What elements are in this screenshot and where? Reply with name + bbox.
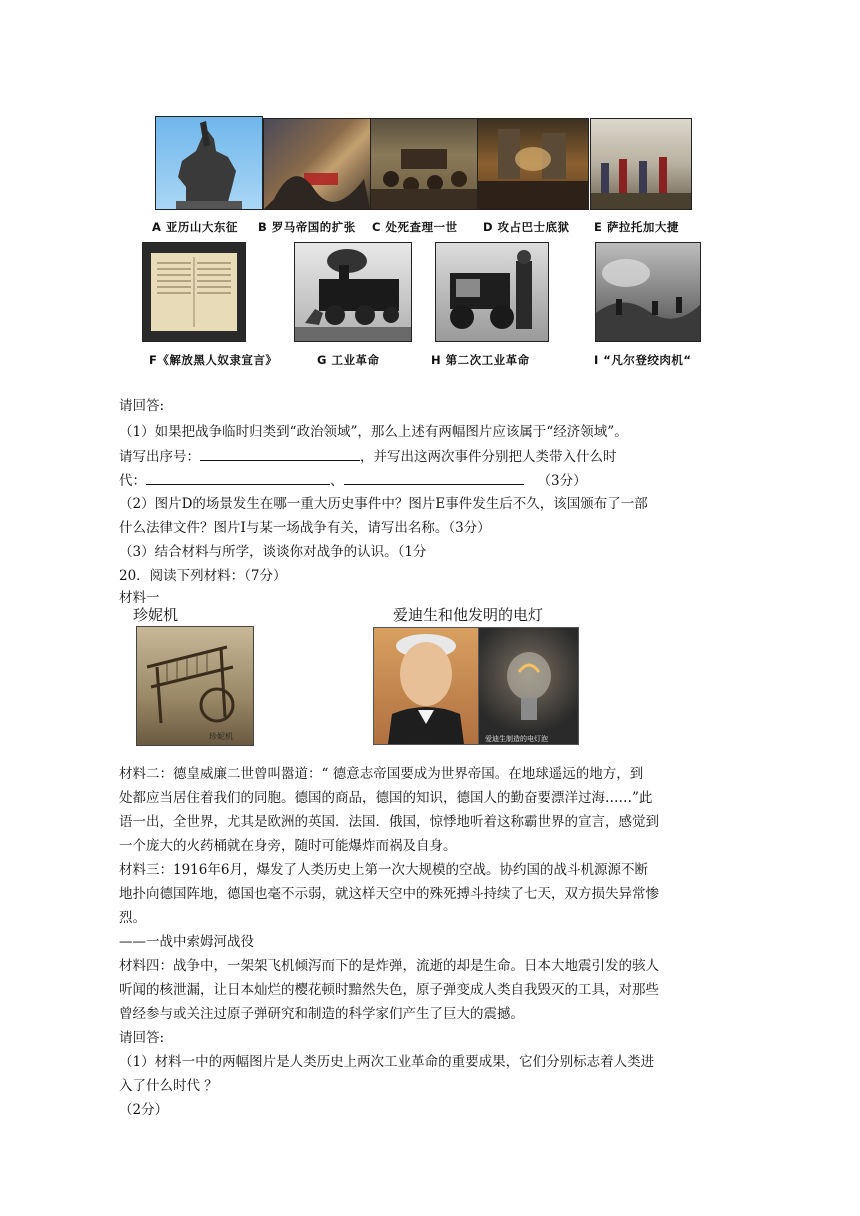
q1-suffix: ，并写出这两次事件分别把人类带入什么时: [360, 449, 617, 465]
verdun-battle-image: [595, 242, 701, 342]
section2-q1-line2: 入了什么时代 ？: [119, 1078, 218, 1094]
bastille-storming-image: [477, 118, 589, 210]
light-bulb-small-caption: 爱迪生制造的电灯泡: [485, 735, 548, 743]
material2-line2: 处都应当居住着我们的同胞。德国的商品，德国的知识，德国人的勤奋要漂洋过海……”此: [119, 790, 653, 806]
section2-prompt: 请回答:: [119, 1030, 165, 1046]
section2-heading: 20．阅读下列材料：（7分）: [119, 568, 287, 584]
q1-era-prefix: 代：: [119, 473, 146, 489]
material2-line3: 语一出，全世界，尤其是欧洲的英国．法国．俄国，惊悸地听着这称霸世界的宣言，感觉到: [119, 814, 659, 830]
spinning-jenny-label: 珍妮机: [133, 606, 179, 624]
charles-execution-image: [370, 118, 478, 210]
q1-line1: （1）如果把战争临时归类到“政治领域”，那么上述有两幅图片应该属于“经济领域”。: [119, 424, 628, 440]
light-bulb-image: [478, 627, 579, 745]
section2-q1-score: （2分）: [119, 1102, 169, 1118]
q1-line3: [119, 470, 587, 491]
section1-prompt: 请回答:: [119, 398, 165, 414]
saratoga-victory-image: [590, 118, 692, 210]
caption-d: D 攻占巴士底狱: [483, 220, 570, 234]
section2-q1-line1: （1）材料一中的两幅图片是人类历史上两次工业革命的重要成果，它们分别标志着人类进: [119, 1054, 655, 1070]
caption-f: F《解放黑人奴隶宣言》: [149, 353, 278, 367]
material2-line4: 一个庞大的火药桶就在身旁，随时可能爆炸而祸及自身。: [119, 838, 457, 854]
material4-line3: 曾经参与或关注过原子弹研究和制造的科学家们产生了巨大的震撼。: [119, 1006, 524, 1022]
answer-blank-sequence[interactable]: [200, 446, 360, 461]
second-industrial-revolution-image: [435, 242, 549, 342]
edison-portrait-image: [373, 627, 479, 745]
roman-expansion-image: [263, 118, 371, 210]
q2-line2: 什么法律文件？图片I与某一场战争有关，请写出名称。（3分）: [119, 520, 491, 536]
edison-small-caption: 爱迪生像: [404, 735, 432, 743]
q3-line: （3）结合材料与所学，谈谈你对战争的认识。（1分: [119, 544, 427, 560]
answer-blank-era-1[interactable]: [146, 470, 330, 485]
edison-lamp-label: 爱迪生和他发明的电灯: [393, 606, 544, 624]
q1-era-separator: 、: [330, 473, 344, 489]
material2-line1: 材料二：德皇威廉二世曾叫嚣道：“ 德意志帝国要成为世界帝国。在地球遥远的地方，到: [119, 766, 644, 782]
spinning-jenny-small-caption: 珍妮机: [209, 732, 233, 741]
q1-prefix: 请写出序号：: [119, 449, 200, 465]
caption-e: E 萨拉托加大捷: [594, 220, 679, 234]
material3-source: ——一战中索姆河战役: [119, 934, 254, 950]
q2-line1: （2）图片D的场景发生在哪一重大历史事件中？图片E事件发生后不久，该国颁布了一部: [119, 496, 648, 512]
material3-line2: 地扑向德国阵地，德国也毫不示弱，就这样天空中的殊死搏斗持续了七天，双方损失异常惨: [119, 886, 659, 902]
caption-i: I “凡尔登绞肉机“: [594, 353, 692, 367]
material1-label: 材料一: [119, 590, 160, 606]
caption-c: C 处死查理一世: [372, 220, 458, 234]
emancipation-proclamation-image: [142, 242, 246, 342]
material3-line1: 材料三：1916年6月，爆发了人类历史上第一次大规模的空战。协约国的战斗机源源不断: [119, 862, 648, 878]
spinning-jenny-image: [136, 626, 254, 746]
material4-line2: 听闻的核泄漏，让日本灿烂的樱花顿时黯然失色，原子弹变成人类自我毁灭的工具，对那些: [119, 982, 659, 998]
material3-line3: 烈。: [119, 910, 146, 926]
caption-b: B 罗马帝国的扩张: [258, 220, 356, 234]
caption-g: G 工业革命: [317, 353, 380, 367]
caption-h: H 第二次工业革命: [431, 353, 530, 367]
alexander-statue-image: [155, 116, 263, 210]
material4-line1: 材料四：战争中，一架架飞机倾泻而下的是炸弹，流逝的却是生命。日本大地震引发的骇人: [119, 958, 659, 974]
caption-a: A 亚历山大东征: [152, 220, 238, 234]
industrial-revolution-image: [294, 242, 412, 342]
q1-score: （3分）: [537, 473, 587, 489]
q1-line2: [119, 446, 617, 467]
answer-blank-era-2[interactable]: [344, 470, 524, 485]
